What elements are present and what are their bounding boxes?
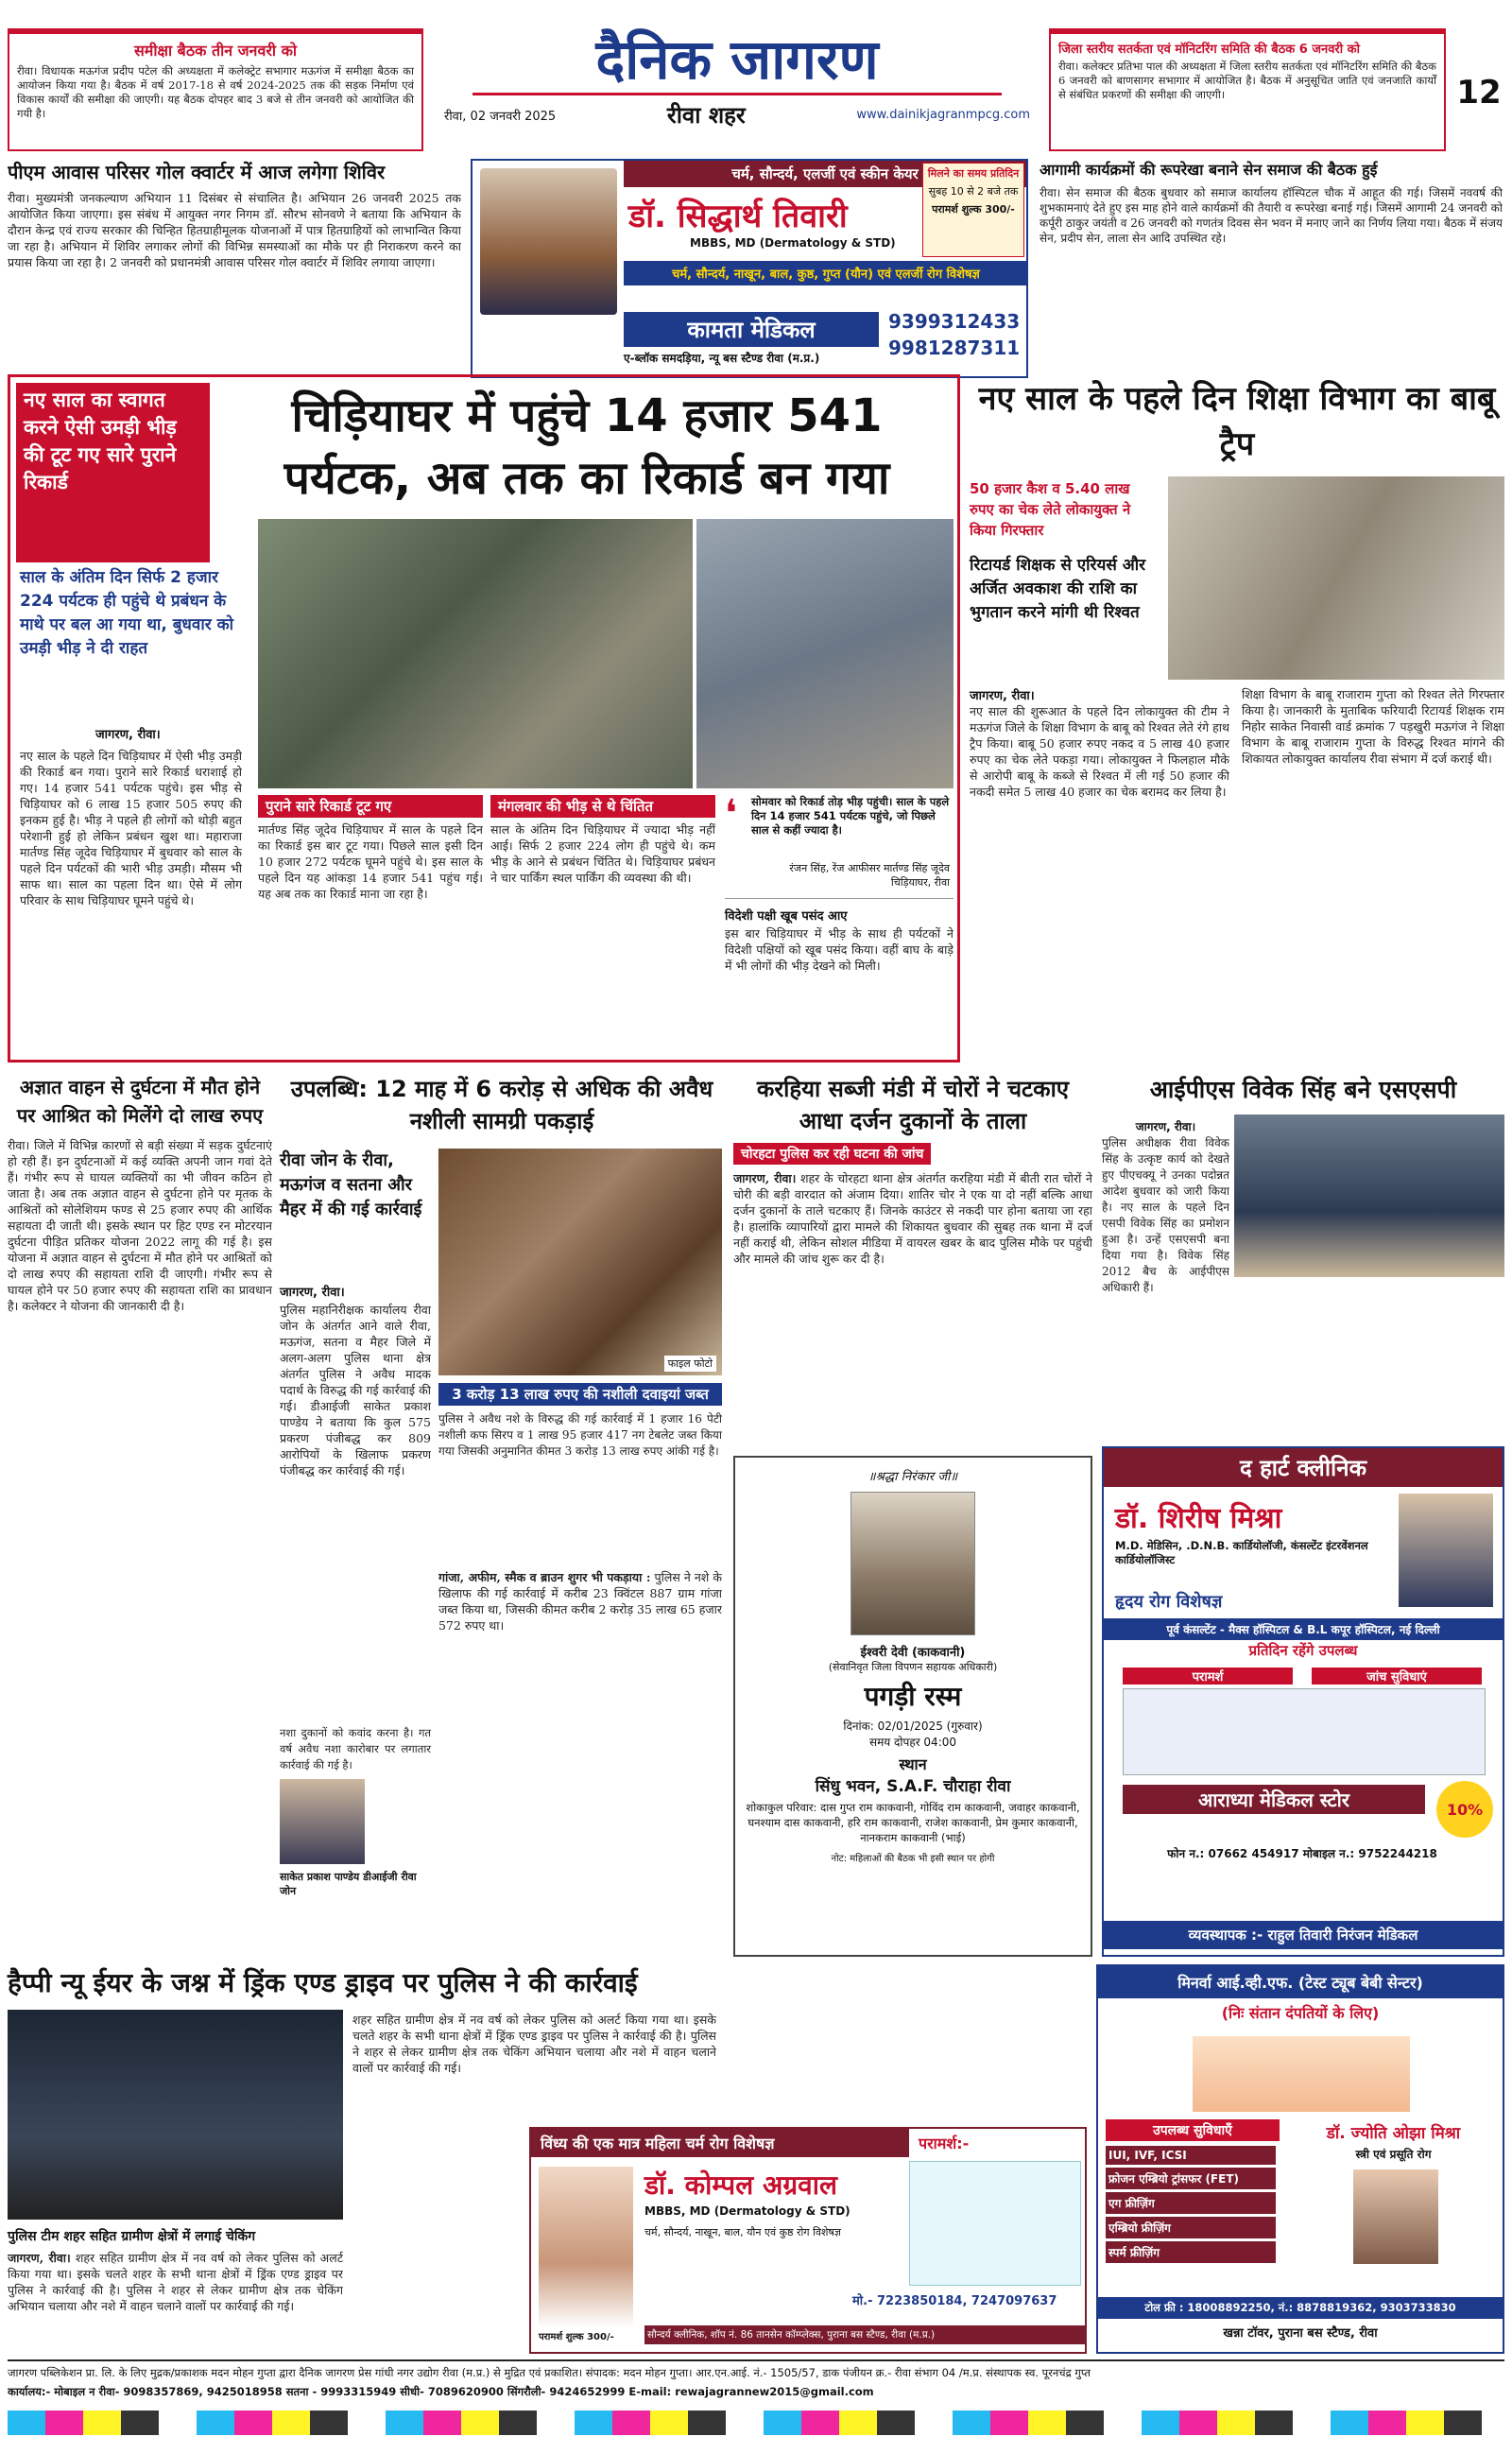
zoo-subhead: साल के अंतिम दिन सिर्फ 2 हजार 224 पर्यटक ही पहुंचे थे प्रबंधन के माथे पर बल आ गया था, बुधवार को उमड़ी भीड़ ने दी राहत	[20, 568, 234, 658]
ad-tagline: चर्म, सौन्दर्य, एलर्जी एवं स्कीन केयर	[624, 161, 1026, 187]
consult-label: परामर्श:-	[919, 2134, 970, 2152]
phone-1[interactable]: 9399312433	[888, 310, 1021, 333]
quote-author: रंजन सिंह, रेंज आफीसर मार्तण्ड सिंह जूदेव चिड़ियाघर, रीवा	[789, 862, 950, 889]
ad-ivf	[1096, 1964, 1504, 2354]
ivf-name: मिनर्वा आई.व्ही.एफ. (टेस्ट ट्यूब बेबी सेन्टर)	[1098, 1966, 1503, 1998]
story-text: शहर सहित ग्रामीण क्षेत्र में नव वर्ष को लेकर पुलिस को अलर्ट किया गया था। इसके चलते शहर के सभी थाना क्षेत्रों में ड्रिंक एण्ड ड्राइव पर पुलिस ने कार्रवाई की है। पुलिस ने शहर से लेकर ग्रामीण क्षेत्र तक चेकिंग अभियान चलाया और नशे में वाहन चलाने वालों पर कार्रवाई की गई।	[8, 2251, 343, 2313]
story-body	[733, 1170, 1092, 1267]
top-left-brief	[8, 28, 423, 151]
doctor-degree: MBBS, MD (Dermatology & STD)	[644, 2204, 850, 2218]
store-name: आराध्या मेडिकल स्टोर	[1123, 1785, 1425, 1814]
obit-time: समय दोपहर 04:00	[868, 1736, 957, 1749]
doctor-photo	[539, 2167, 633, 2327]
ganja-section	[438, 1569, 722, 1843]
edu-headline: नए साल के पहले दिन शिक्षा विभाग का बाबू ट्रैप	[978, 380, 1496, 463]
brief-title: समीक्षा बैठक तीन जनवरी को	[133, 42, 298, 60]
ad-skin-clinic	[529, 2127, 1087, 2354]
timing-box	[922, 163, 1024, 257]
ivf-address: खन्ना टॉवर, पुराना बस स्टैण्ड, रीवा	[1223, 2326, 1378, 2341]
photo-caption: फाइल फोटो	[664, 1356, 716, 1372]
doctor-name: डॉ. कोम्पल अग्रवाल	[644, 2169, 837, 2201]
story-title: पीएम आवास परिसर गोल क्वार्टर में आज लगेगा शिविर	[8, 161, 386, 183]
ad-dermatology-top	[471, 159, 1028, 378]
obit-footer: नोट: महिलाओं की बैठक भी इसी स्थान पर होगी	[831, 1854, 995, 1864]
store-phone[interactable]: फोन न.: 07662 454917 मोबाइल न.: 9752244218	[1167, 1847, 1437, 1860]
photo-caption: पुलिस टीम शहर सहित ग्रामीण क्षेत्रों में लगाई चेकिंग	[8, 2229, 256, 2244]
doctor-degree: MBBS, MD (Dermatology & STD)	[690, 236, 896, 250]
zoo-col4-text: इस बार चिड़ियाघर में भीड़ के साथ ही पर्यटकों ने विदेशी पक्षियों को खूब पसंद किया। वहीं बाघ के बाड़े में भी लोगों की भीड़ देखने को मिली।	[725, 926, 954, 973]
story-title: अज्ञात वाहन से दुर्घटना में मौत होने पर आश्रित को मिलेंगे दो लाख रुपए	[16, 1076, 264, 1127]
story-dateline: जागरण, रीवा।	[8, 2251, 71, 2265]
color-registration-bar	[8, 2411, 1504, 2435]
masthead-title: दैनिक जागरण	[595, 27, 879, 92]
page-number: 12	[1456, 74, 1502, 112]
edu-text: नए साल की शुरूआत के पहले दिन लोकायुक्त की टीम ने मऊगंज जिले के शिक्षा विभाग के बाबू को रिश्वत लेते रंगे हाथ ट्रैप किया। बाबू 50 हजार रुपए नकद व 5 लाख 40 हजार रुपए का चेक लेते पकड़ा गया। लोकायुक्त ने फिलहाल मौके से आरोपी बाबू के कब्जे से रिश्वत में ली गई 50 हजार की नकदी समेत 5 लाख 40 हजार का चेक बरामद कर लिया है।	[970, 704, 1229, 799]
zoo-col3-head: मंगलवार की भीड़ से थे चिंतित	[490, 795, 715, 818]
obit-ritual: पगड़ी रस्म	[864, 1681, 962, 1712]
ivf-phone[interactable]: टोल फ्री : 18008892250, नं.: 8878819362, 9303733830	[1098, 2297, 1503, 2319]
address: सौन्दर्य क्लीनिक, शॉप नं. 86 तानसेन कॉम्प्लेक्स, पुराना बस स्टैण्ड, रीवा (म.प्र.)	[644, 2325, 1085, 2344]
obit-place-label: स्थान	[899, 1755, 927, 1773]
story-text: शहर के चोरहटा थाना क्षेत्र अंतर्गत करहिया मंडी में बीती रात चोरों ने चोरी की बड़ी वारदात को अंजाम दिया। शातिर चोर ने एक या दो नहीं बल्कि आधा दर्जन दुकानों के ताले चटकाए हैं। जिनके काउंटर से नकदी पार होना बताया जा रहा है। हालांकि व्यापारियों द्वारा मामले की शिकायत बुधवार की सुबह तक थाना में दर्ज नहीं कराई थी, लेकिन सोशल मीडिया में वायरल खबर के बाद पुलिस मौके पर पहुंची और मामले की जांच शुरू कर दी है।	[733, 1171, 1092, 1266]
discount-badge	[1436, 1781, 1493, 1838]
brief-text: रीवा। विधायक मऊगंज प्रदीप पटेल की अध्यक्षता में कलेक्ट्रेट सभागार मऊगंज में समीक्षा बैठक का आयोजन किया गया है। बैठक में वर्ष 2017-18 से वर्ष 2024-2025 तक की सड़क निर्माण एवं विकास कार्यों की समीक्षा की जाएगी। यह बैठक दोपहर बाद 3 बजे से तीन जनवरी को आयोजित की गयी है।	[17, 64, 414, 120]
sen-samaj-story	[1040, 159, 1503, 378]
footer-imprint: जागरण पब्लिकेशन प्रा. लि. के लिए मुद्रक/प्रकाशक मदन मोहन गुप्ता द्वारा दैनिक जागरण प्रेस गांधी नगर उद्योग रीवा (म.प्र.) से मुद्रित एवं प्रकाशित। संपादक: मदन मोहन गुप्ता। आर.एन.आई. नं.- 1505/57, डाक पंजीयन क्र.- रीवा संभाग 04 /म.प्र. संस्थापक स्व. पूरनचंद्र गुप्त	[8, 2366, 1091, 2379]
ganja-head: गांजा, अफीम, स्मैक व ब्राउन शुगर भी पकड़ाया :	[438, 1570, 651, 1584]
phone[interactable]: मो.- 7223850184, 7247097637	[852, 2294, 1057, 2308]
clinic-address: ए-ब्लॉक समदड़िया, न्यू बस स्टैण्ड रीवा (म.प्र.)	[624, 352, 820, 365]
pm-awas-story	[8, 159, 461, 376]
timing-text: सुबह 10 से 2 बजे तक	[928, 185, 1019, 198]
service-list-box	[909, 2161, 1081, 2286]
tests-label: जांच सुविधाएं	[1312, 1668, 1482, 1685]
doctor-photo	[480, 168, 617, 315]
facility-item: IUI, IVF, ICSI	[1106, 2146, 1276, 2165]
fee-text: परामर्श शुल्क 300/-	[932, 203, 1015, 216]
brief-title: जिला स्तरीय सतर्कता एवं मॉनिटरिंग समिति की बैठक 6 जनवरी को	[1058, 43, 1360, 57]
obit-head: ॥श्रद्धा निरंकार जी॥	[868, 1470, 958, 1484]
website[interactable]: www.dainikjagranmpcg.com	[856, 108, 1030, 122]
story-text: रीवा। सेन समाज की बैठक बुधवार को समाज कार्यालय हॉस्पिटल चौक में आहूत की गई। जिसमें नववर्ष की शुभकामनाएं देते हुए इस माह होने वाले कार्यक्रमों की तैयारी व रूपरेखा बनाई गई। जिसमें आगामी 24 जनवरी को कर्पूरी ठाकुर जयंती व 26 जनवरी को गणतंत्र दिवस सेन भवन में मनाए जाने का निर्णय लिया गया। बैठक में संजय सेन, प्रदीप सेन, लाला सेन आदि उपस्थित रहे।	[1040, 186, 1503, 245]
doctor-degree: M.D. मेडिसिन, .D.N.B. कार्डियोलॉजी, कंसल्टेंट इंटरवेंशनल कार्डियोलॉजिस्ट	[1115, 1539, 1368, 1566]
zoo-sidebar-head: नए साल का स्वागत करने ऐसी उमड़ी भीड़ की टूट गए सारे पुराने रिकार्ड	[16, 383, 210, 562]
edu-dateline: जागरण, रीवा।	[970, 689, 1035, 703]
doctor-name: डॉ. शिरीष मिश्रा	[1115, 1502, 1282, 1535]
clinic-title: द हार्ट क्लीनिक	[1104, 1448, 1503, 1487]
narcotics-photo	[438, 1149, 722, 1375]
obit-date: दिनांक: 02/01/2025 (गुरुवार)	[843, 1720, 983, 1733]
ganja-text: पुलिस ने नशे के खिलाफ की गई कार्रवाई में करीब 23 क्विंटल 887 ग्राम गांजा जब्त किया था, जिसकी कीमत करीब 2 करोड़ 35 लाख 65 हजार 572 रुपए था।	[438, 1570, 722, 1633]
quote-text: सोमवार को रिकार्ड तोड़ भीड़ पहुंची। साल के पहले दिन 14 हजार 541 पर्यटक पहुंचे, जो पिछले साल से कहीं ज्यादा है।	[751, 795, 950, 837]
zoo-photo-crowd	[258, 519, 693, 788]
new-year-photo	[8, 2010, 343, 2220]
narcotics-box	[438, 1383, 722, 1563]
new-year-text-2: शहर सहित ग्रामीण क्षेत्र में नव वर्ष को लेकर पुलिस को अलर्ट किया गया था। इसके चलते शहर के सभी थाना क्षेत्रों में ड्रिंक एण्ड ड्राइव पर पुलिस ने कार्रवाई की है। पुलिस ने शहर से लेकर ग्रामीण क्षेत्र तक चेकिंग अभियान चलाया और नशे में वाहन चलाने वालों पर कार्रवाई की गई।	[352, 2013, 716, 2075]
ips-dateline: जागरण, रीवा।	[1135, 1120, 1196, 1133]
fee: परामर्श शुल्क 300/-	[539, 2332, 614, 2342]
narcotics-story	[280, 1073, 724, 1957]
ad-tagline: विंध्य की एक मात्र महिला चर्म रोग विशेषज्ञ	[531, 2129, 909, 2157]
consult-label: परामर्श	[1123, 1668, 1293, 1685]
obit-place: सिंधु भवन, S.A.F. चौराहा रीवा	[815, 1777, 1011, 1796]
ips-story	[1102, 1073, 1504, 1443]
baby-photo	[1193, 2036, 1410, 2112]
obit-family: शोकाकुल परिवार: दास गुप्त राम काकवानी, गोविंद राम काकवानी, जवाहर काकवानी, घनश्याम दास काकवानी, हरि राम काकवानी, राजेश काकवानी, प्रेम कुमार काकवानी, नानकराम काकवानी (भाई)	[746, 1801, 1080, 1844]
dateline: रीवा, 02 जनवरी 2025	[444, 109, 557, 124]
brief-text: रीवा। कलेक्टर प्रतिभा पाल की अध्यक्षता में जिला स्तरीय सतर्कता एवं मॉनिटरिंग समिति की बैठक 6 जनवरी को बाणसागर सभागार में आयोजित है। बैठक में अनुसूचित जाति एवं जनजाति कार्यों से संबंधित प्रकरणों की समीक्षा की जाएगी।	[1058, 60, 1437, 101]
zoo-col2-head: पुराने सारे रिकार्ड टूट गए	[258, 795, 483, 818]
story-dateline: जागरण, रीवा।	[733, 1171, 797, 1185]
services-grid	[1123, 1688, 1486, 1775]
zoo-col4-head: विदेशी पक्षी खूब पसंद आए	[725, 909, 848, 924]
ips-photo	[1234, 1115, 1504, 1277]
edu-sub-2: रिटायर्ड शिक्षक से एरियर्स और अर्जित अवकाश की राशि का भुगतान करने मांगी थी रिश्वत	[970, 556, 1146, 622]
zoo-story-box	[8, 374, 960, 1063]
box-head: 3 करोड़ 13 लाख रुपए की नशीली दवाइयां जब्त	[438, 1383, 722, 1406]
ivf-doctor-photo	[1353, 2169, 1438, 2264]
story-sub: चोरहटा पुलिस कर रही घटना की जांच	[733, 1143, 931, 1165]
narcotics-dateline: जागरण, रीवा।	[280, 1286, 345, 1300]
store-manager: व्यवस्थापक :- राहुल तिवारी निरंजन मेडिकल	[1104, 1921, 1503, 1949]
zoo-col2-text: मार्तण्ड सिंह जूदेव चिड़ियाघर में साल के पहले दिन का रिकार्ड इस बार टूट गया। पिछले साल इसी दिन 10 हजार 272 पर्यटक घूमने पहुंचे थे। इस साल के पहले दिन यह आंकड़ा 14 हजार 541 पहुंच गई। यह अब तक का रिकार्ड माना जा रहा है।	[258, 822, 483, 901]
obit-note: (सेवानिवृत जिला विपणन सहायक अधिकारी)	[828, 1661, 998, 1673]
edition-name: रीवा शहर	[666, 102, 746, 129]
availability: प्रतिदिन रहेंगे उपलब्ध	[1248, 1642, 1358, 1659]
clinic-name: कामता मेडिकल	[624, 312, 879, 347]
story-title: उपलब्धि: 12 माह में 6 करोड़ से अधिक की अवैध नशीली सामग्री पकड़ाई	[290, 1076, 713, 1134]
masthead	[435, 26, 1040, 138]
facility-list	[1106, 2146, 1276, 2266]
box-text: पुलिस ने अवैध नशे के विरुद्ध की गई कार्रवाई में 1 हजार 16 पेटी नशीली कफ सिरप व 1 लाख 95 हजार 417 नग टेबलेट जब्त किया गया जिसकी अनुमानित कीमत 3 करोड़ 13 लाख रुपए आंकी गई है।	[438, 1412, 722, 1458]
ips-text: पुलिस अधीक्षक रीवा विवेक सिंह के उत्कृष्ट कार्य को देखते हुए पीएचक्यू ने उनका पदोन्नत आदेश बुधवार को जारी किया है। नए साल के पहले दिन एसपी विवेक सिंह का प्रमोशन हुआ है। उन्हें एसएसपी बना दिया गया है। विवेक सिंह 2012 बैच के आईपीएस अधिकारी हैं।	[1102, 1136, 1229, 1294]
story-text: रीवा। मुख्यमंत्री जनकल्याण अभियान 11 दिसंबर से संचालित है। अभियान 26 जनवरी 2025 तक आयोजित किया जाएगा। इस संबंध में आयुक्त नगर निगम डॉ. सौरभ सोनवणे ने बताया कि अभियान के दौरान केन्द्र एवं राज्य सरकार की चिन्हित हितग्राहीमूलक योजनाओं में पात्र हितग्राहियों को लाभान्वित किया जा रहा है। अभियान में शिविर लगाकर लोगों की विभिन्न समस्याओं का मौके पर ही निराकरण करने का प्रयास किया जा रहा है। 2 जनवरी को प्रधानमंत्री आवास परिसर गोल क्वार्टर में शिविर लगाया जाएगा।	[8, 191, 461, 269]
narcotics-text: पुलिस महानिरीक्षक कार्यालय रीवा जोन के अंतर्गत आने वाले रीवा, मऊगंज, सतना व मैहर जिले में अलग-अलग पुलिस थाना क्षेत्र अंतर्गत पुलिस ने अवैध मादक पदार्थ के विरुद्ध की गई कार्रवाई की गई। डीआईजी साकेत प्रकाश पाण्डेय ने बताया कि कुल 575 प्रकरण पंजीबद्ध कर 809 आरोपियों के खिलाफ प्रकरण पंजीबद्ध कर कार्रवाई की गई।	[280, 1303, 431, 1478]
zoo-text: नए साल के पहले दिन चिड़ियाघर में ऐसी भीड़ उमड़ी की रिकार्ड बन गया। पुराने सारे रिकार्ड धराशाई हो गए। 14 हजार 541 पर्यटक पहुंचे। इस भीड़ से चिड़ियाघर को 6 लाख 15 हजार 505 रुपए की इनकम हुई है। भीड़ ने पहले ही लोगों को थोड़ी बहुत परेशानी हुई हो लेकिन प्रबंधन खुश था। महाराजा मार्तण्ड सिंह जूदेव चिड़ियाघर में बुधवार को साल के पहले दिन पर्यटकों की भारी भीड़ उमड़ी। मौसम भी साफ था। साल का पहला दिन था। ऐसे में लोग परिवार के साथ चिड़ियाघर घूमने पहुंचे थे।	[20, 749, 242, 907]
edu-text-2: शिक्षा विभाग के बाबू राजाराम गुप्ता को रिश्वत लेते गिरफ्तार किया है। जानकारी के मुताबिक फरियादी रिटायर्ड शिक्षक राम निहोर साकेत निवासी वार्ड क्रमांक 7 पड़खुरी मऊगंज ने शिक्षा विभाग के बाबू राजाराम गुप्ता के विरुद्ध रिश्वत मांगने की शिकायत लोकायुक्त कार्यालय रीवा संभाग में दर्ज कराई थी।	[1242, 687, 1504, 766]
facility-item: फ्रोजन एम्ब्रियो ट्रांसफर (FET)	[1106, 2168, 1276, 2189]
specialty: हृदय रोग विशेषज्ञ	[1115, 1592, 1223, 1612]
quote-text: नशा दुकानों को कवांद करना है। गत वर्ष अवैध नशा कारोबार पर लगातार कार्रवाई की गई है।	[280, 1726, 431, 1771]
footer-offices: कार्यालय:- मोबाइल न रीवा- 9098357869, 9425018958 सतना - 9993315949 सीधी- 7089620900 सिंगरौली- 9424652999 E-mail: rewajagrannew2015@gmail.com	[8, 2385, 874, 2398]
ad-services: चर्म, सौन्दर्य, नाखून, बाल, कुष्ठ, गुप्त (यौन) एवं एलर्जी रोग विशेषज्ञ	[624, 261, 1028, 285]
zoo-photo-crowd-2	[696, 519, 954, 788]
prev-work: पूर्व कंसल्टेंट - मैक्स हॉस्पिटल & B.L कपूर हॉस्पिटल, नई दिल्ली	[1104, 1618, 1503, 1640]
narcotics-sub: रीवा जोन के रीवा, मऊगंज व सतना और मैहर में की गई कार्रवाई	[280, 1150, 422, 1219]
edu-sub-1: 50 हजार कैश व 5.40 लाख रुपए का चेक लेते लोकायुक्त ने किया गिरफ्तार	[970, 480, 1131, 539]
footer-rule	[8, 2359, 1504, 2361]
quote-mark-icon: ❛	[725, 792, 737, 836]
top-right-brief	[1049, 28, 1446, 151]
karahiya-story	[733, 1073, 1092, 1451]
story-title: आईपीएस विवेक सिंह बने एसएसपी	[1149, 1076, 1457, 1103]
ivf-tag: (निः संतान दंपतियों के लिए)	[1221, 2004, 1380, 2022]
facility-item: स्पर्म फ्रीज़िंग	[1106, 2241, 1276, 2263]
ganja-text-wrap	[438, 1569, 722, 1633]
story-title: आगामी कार्यक्रमों की रूपरेखा बनाने सेन समाज की बैठक हुई	[1040, 161, 1378, 179]
zoo-dateline: जागरण, रीवा।	[95, 728, 161, 742]
discount-value: 10%	[1446, 1800, 1484, 1819]
narcotics-quote	[280, 1725, 431, 1952]
ad-services: चर्म, सौन्दर्य, नाखून, बाल, यौन एवं कुष्ठ रोग विशेषज्ञ	[644, 2226, 841, 2238]
facility-item: एग फ्रीज़िंग	[1106, 2192, 1276, 2214]
phone-2[interactable]: 9981287311	[888, 337, 1021, 359]
new-year-body	[8, 2250, 343, 2354]
accident-story	[8, 1073, 272, 1957]
obituary	[733, 1456, 1092, 1957]
obit-photo	[850, 1492, 975, 1635]
ivf-doctor: डॉ. ज्योति ओझा मिश्रा	[1326, 2124, 1461, 2143]
doctor-photo	[1399, 1494, 1493, 1607]
doctor-name: डॉ. सिद्धार्थ तिवारी	[628, 198, 848, 235]
zoo-quote-box	[725, 792, 954, 899]
zoo-headline: चिड़ियाघर में पहुंचे 14 हजार 541 पर्यटक, अब तक का रिकार्ड बन गया	[284, 389, 890, 505]
edu-photo	[1168, 476, 1504, 680]
ivf-doctor-title: स्त्री एवं प्रसूति रोग	[1355, 2148, 1432, 2161]
dig-photo	[280, 1779, 365, 1864]
story-title: हैप्पी न्यू ईयर के जश्न में ड्रिंक एण्ड ड्राइव पर पुलिस ने की कार्रवाई	[8, 1967, 638, 1998]
ad-heart-clinic	[1102, 1446, 1504, 1957]
story-title: करहिया सब्जी मंडी में चोरों ने चटकाए आधा दर्जन दुकानों के ताला	[756, 1076, 1070, 1134]
facility-item: एम्ब्रियो फ्रीज़िंग	[1106, 2217, 1276, 2238]
story-text: रीवा। जिले में विभिन्न कारणों से बड़ी संख्या में सड़क दुर्घटनाएं हो रही हैं। इन दुर्घटनाओं में कई व्यक्ति अपनी जान गवां देते हैं। गंभीर रूप से घायल व्यक्तियों का भी जीवन कठिन हो जाता है। अब तक अज्ञात वाहन से दुर्घटना होने पर मृतक के आश्रितों को सोलेशियम फण्ड से 25 हजार रुपए की आर्थिक सहायता दी जाती थी। इसके स्थान पर हिट एण्ड रन मोटरयान दुर्घटना पीड़ित प्रतिकर योजना 2022 लागू की गई है। इस योजना में अज्ञात वाहन से दुर्घटना में मौत होने पर आश्रितों को दो लाख रुपए की सहायता राशि दी जाएगी। गंभीर रूप से घायल होने पर 50 हजार रुपए की सहायता राशि का प्रावधान है। कलेक्टर ने योजना की जानकारी दी है।	[8, 1138, 272, 1313]
zoo-col3-text: साल के अंतिम दिन चिड़ियाघर में ज्यादा भीड़ नहीं आई। सिर्फ 2 हजार 224 लोग ही पहुंचे थे। कम भीड़ के आने से प्रबंधन चिंतित थे। चिड़ियाघर प्रबंधन ने चार पार्किंग स्थल पार्किंग की व्यवस्था की थी।	[490, 822, 715, 885]
obit-name: ईश्वरी देवी (काकवानी)	[860, 1646, 966, 1660]
edu-story	[970, 374, 1504, 1063]
facilities-label: उपलब्ध सुविधाएँ	[1106, 2119, 1280, 2141]
quote-author: साकेत प्रकाश पाण्डेय डीआईजी रीवा जोन	[280, 1871, 417, 1897]
timing-title: मिलने का समय प्रतिदिन	[927, 167, 1020, 180]
